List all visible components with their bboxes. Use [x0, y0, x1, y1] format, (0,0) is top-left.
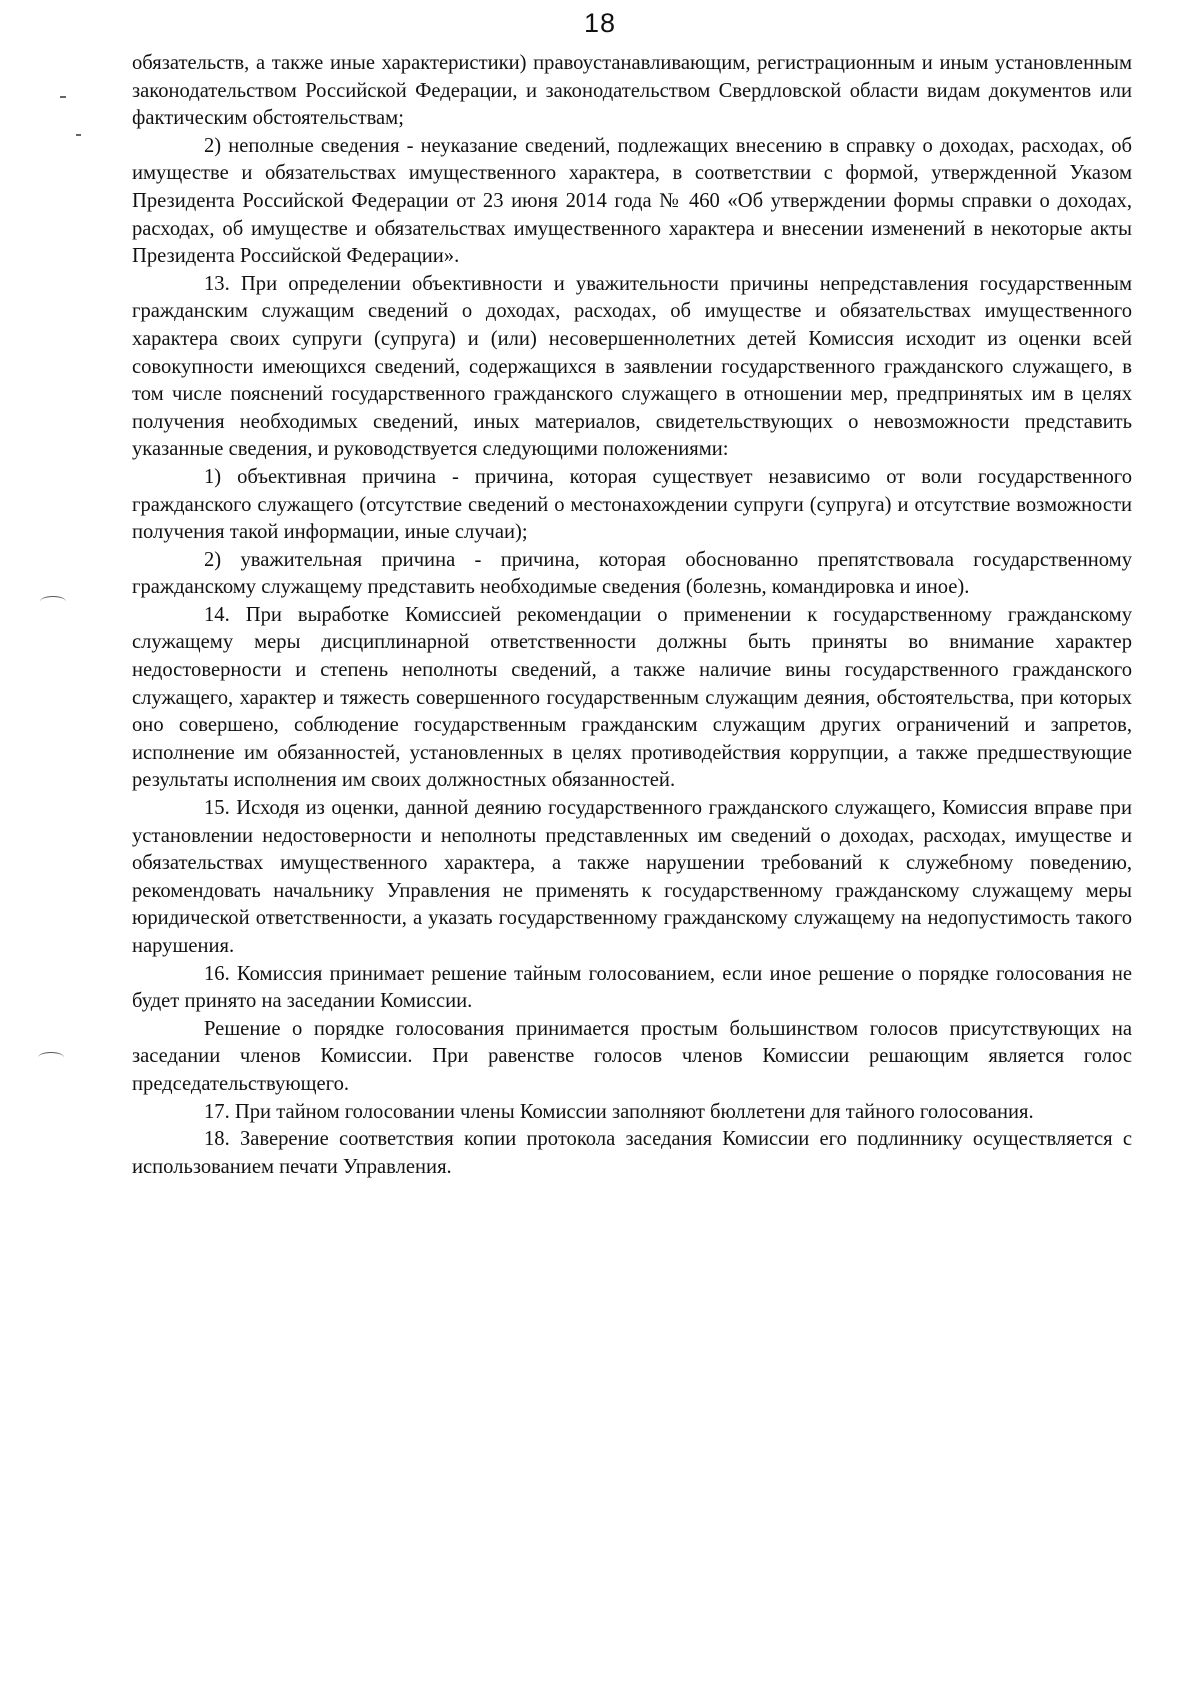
scan-mark	[40, 596, 66, 607]
paragraph-13: 13. При определении объективности и уважительности причины непредставления государственным гражданским служащим сведений о доходах, расходах, об имуществе и обязательствах имущественного характера своих супруги (супруга) и (или) несовершеннолетних детей Комиссия исходит из оценки всей совокупности имеющихся сведений, содержащихся в заявлении государственного гражданского служащего, в том числе пояснений государственного гражданского служащего в отношении мер, предпринятых им в целях получения необходимых сведений, иных материалов, свидетельствующих о невозможности представить указанные сведения, и руководствуется следующими положениями:	[132, 272, 1132, 461]
paragraph-voting-decision: Решение о порядке голосования принимается простым большинством голосов присутствующих на заседании членов Комиссии. При равенстве голосов членов Комиссии решающим является голос председательствующего.	[132, 1017, 1132, 1095]
paragraph-17: 17. При тайном голосовании члены Комиссии заполняют бюллетени для тайного голосования.	[204, 1100, 1034, 1123]
paragraph-14: 14. При выработке Комиссией рекомендации о применении к государственному гражданскому служащему меры дисциплинарной ответственности должны быть приняты во внимание характер недостоверности и степень неполноты сведений, а также наличие вины государственного гражданского служащего, характер и тяжесть совершенного государственным служащим деяния, обстоятельства, при которых оно совершено, соблюдение государственным гражданским служащим других ограничений и запретов, исполнение им обязанностей, установленных в целях противодействия коррупции, а также предшествующие результаты исполнения им своих должностных обязанностей.	[132, 603, 1132, 792]
document-body	[132, 50, 1132, 1181]
paragraph-objective-reason: 1) объективная причина - причина, которая существует независимо от воли государственного гражданского служащего (отсутствие сведений о местонахождении супруги (супруга) и отсутствие возможности получения такой информации, иные случаи);	[132, 465, 1132, 544]
paragraph-15: 15. Исходя из оценки, данной деянию государственного гражданского служащего, Комиссия вправе при установлении недостоверности и неполноты представленных им сведений о доходах, расходах, имуществе и обязательствах имущественного характера, а также нарушении требований к служебному поведению, рекомендовать начальнику Управления не применять к государственному гражданскому служащему меры юридической ответственности, а указать государственному гражданскому служащему на недопустимость такого нарушения.	[132, 797, 1132, 957]
paragraph-18: 18. Заверение соответствия копии протокола заседания Комиссии его подлиннику осуществляется с использованием печати Управления.	[132, 1128, 1132, 1178]
paragraph-valid-reason: 2) уважительная причина - причина, которая обоснованно препятствовала государственному гражданскому служащему представить необходимые сведения (болезнь, командировка и иное).	[132, 548, 1132, 599]
scan-mark	[76, 134, 81, 136]
scan-mark	[38, 1052, 64, 1063]
scan-mark	[60, 96, 66, 98]
paragraph-incomplete-info: 2) неполные сведения - неуказание сведений, подлежащих внесению в справку о доходах, расходах, об имуществе и обязательствах имущественного характера, в соответствии с формой, утвержденной Указом Президента Российской Федерации от 23 июня 2014 года № 460 «Об утверждении формы справки о доходах, расходах, об имуществе и обязательствах имущественного характера и внесении изменений в некоторые акты Президента Российской Федерации».	[132, 134, 1132, 268]
page-number: 18	[583, 8, 617, 38]
paragraph-16: 16. Комиссия принимает решение тайным голосованием, если иное решение о порядке голосования не будет принято на заседании Комиссии.	[132, 962, 1132, 1013]
paragraph-continuation: обязательств, а также иные характеристики) правоустанавливающим, регистрационным и иным установленным законодательством Российской Федерации, и законодательством Свердловской области видам документов или фактическим обстоятельствам;	[132, 52, 1132, 130]
